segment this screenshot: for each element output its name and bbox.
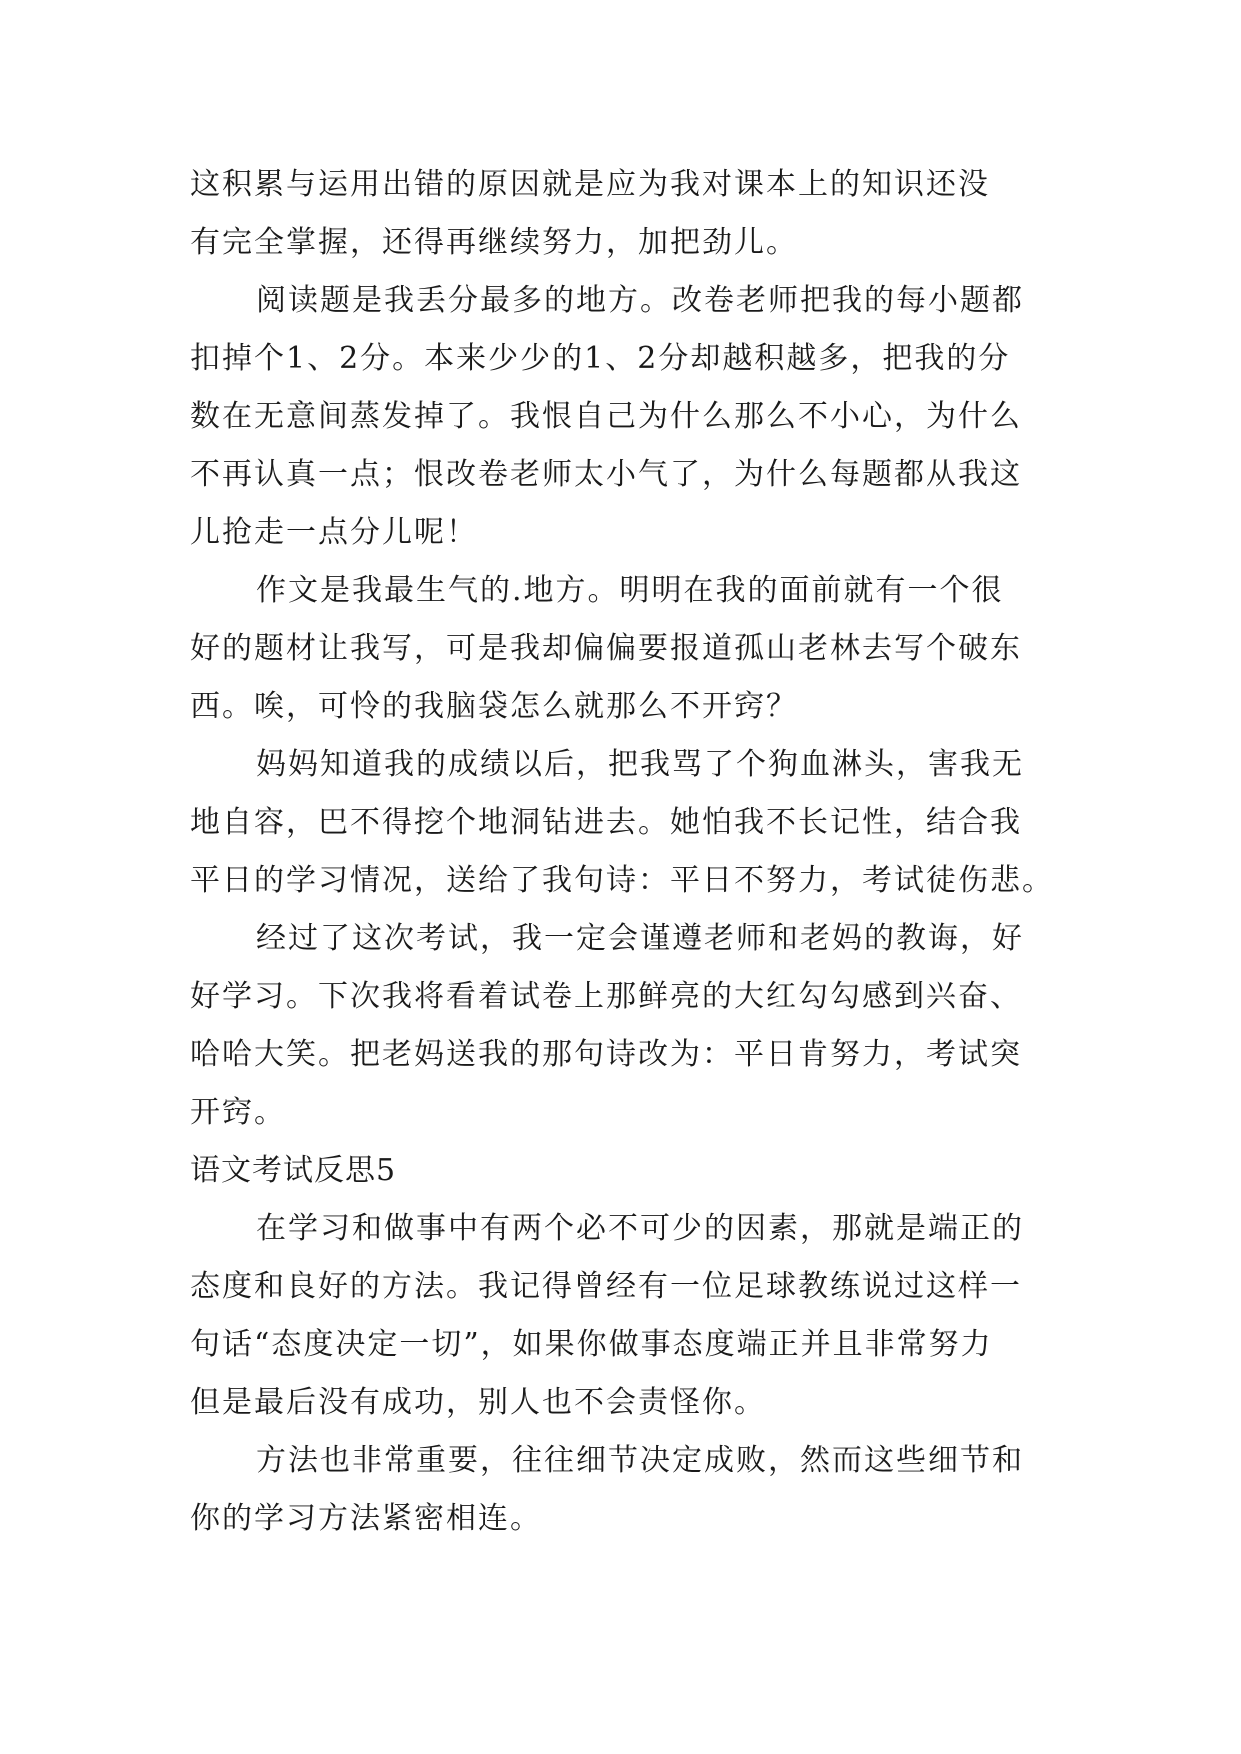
text-line: 句话“态度决定一切”，如果你做事态度端正并且非常努力: [190, 1327, 993, 1362]
text-line: 开窍。: [190, 1095, 286, 1130]
text-line: 哈哈大笑。把老妈送我的那句诗改为：平日肯努力，考试突: [190, 1037, 1022, 1072]
text-line: 地自容，巴不得挖个地洞钻进去。她怕我不长记性，结合我: [190, 805, 1022, 840]
paragraph-start-line: 阅读题是我丢分最多的地方。改卷老师把我的每小题都: [256, 283, 1024, 318]
text-line: 有完全掌握，还得再继续努力，加把劲儿。: [190, 225, 798, 260]
text-line: 平日的学习情况，送给了我句诗：平日不努力，考试徒伤悲。: [190, 863, 1054, 898]
paragraph-start-line: 经过了这次考试，我一定会谨遵老师和老妈的教诲，好: [256, 921, 1024, 956]
paragraph-start-line: 妈妈知道我的成绩以后，把我骂了个狗血淋头，害我无: [256, 747, 1024, 782]
text-line: 好的题材让我写，可是我却偏偏要报道孤山老林去写个破东: [190, 631, 1022, 666]
text-line: 西。唉，可怜的我脑袋怎么就那么不开窍？: [190, 689, 798, 724]
text-line: 这积累与运用出错的原因就是应为我对课本上的知识还没: [190, 167, 990, 202]
text-line: 不再认真一点；恨改卷老师太小气了，为什么每题都从我这: [190, 457, 1022, 492]
text-line: 态度和良好的方法。我记得曾经有一位足球教练说过这样一: [190, 1269, 1022, 1304]
text-line: 儿抢走一点分儿呢！: [190, 515, 478, 550]
paragraph-start-line: 方法也非常重要，往往细节决定成败，然而这些细节和: [256, 1443, 1024, 1478]
paragraph-start-line: 作文是我最生气的.地方。明明在我的面前就有一个很: [256, 573, 1004, 608]
text-line: 你的学习方法紧密相连。: [190, 1501, 542, 1536]
paragraph-start-line: 在学习和做事中有两个必不可少的因素，那就是端正的: [256, 1211, 1024, 1246]
text-line: 扣掉个1、2分。本来少少的1、2分却越积越多，把我的分: [190, 341, 1011, 376]
section-heading: 语文考试反思5: [190, 1153, 397, 1188]
text-line: 但是最后没有成功，别人也不会责怪你。: [190, 1385, 766, 1420]
text-line: 好学习。下次我将看着试卷上那鲜亮的大红勾勾感到兴奋、: [190, 979, 1022, 1014]
text-line: 数在无意间蒸发掉了。我恨自己为什么那么不小心，为什么: [190, 399, 1022, 434]
